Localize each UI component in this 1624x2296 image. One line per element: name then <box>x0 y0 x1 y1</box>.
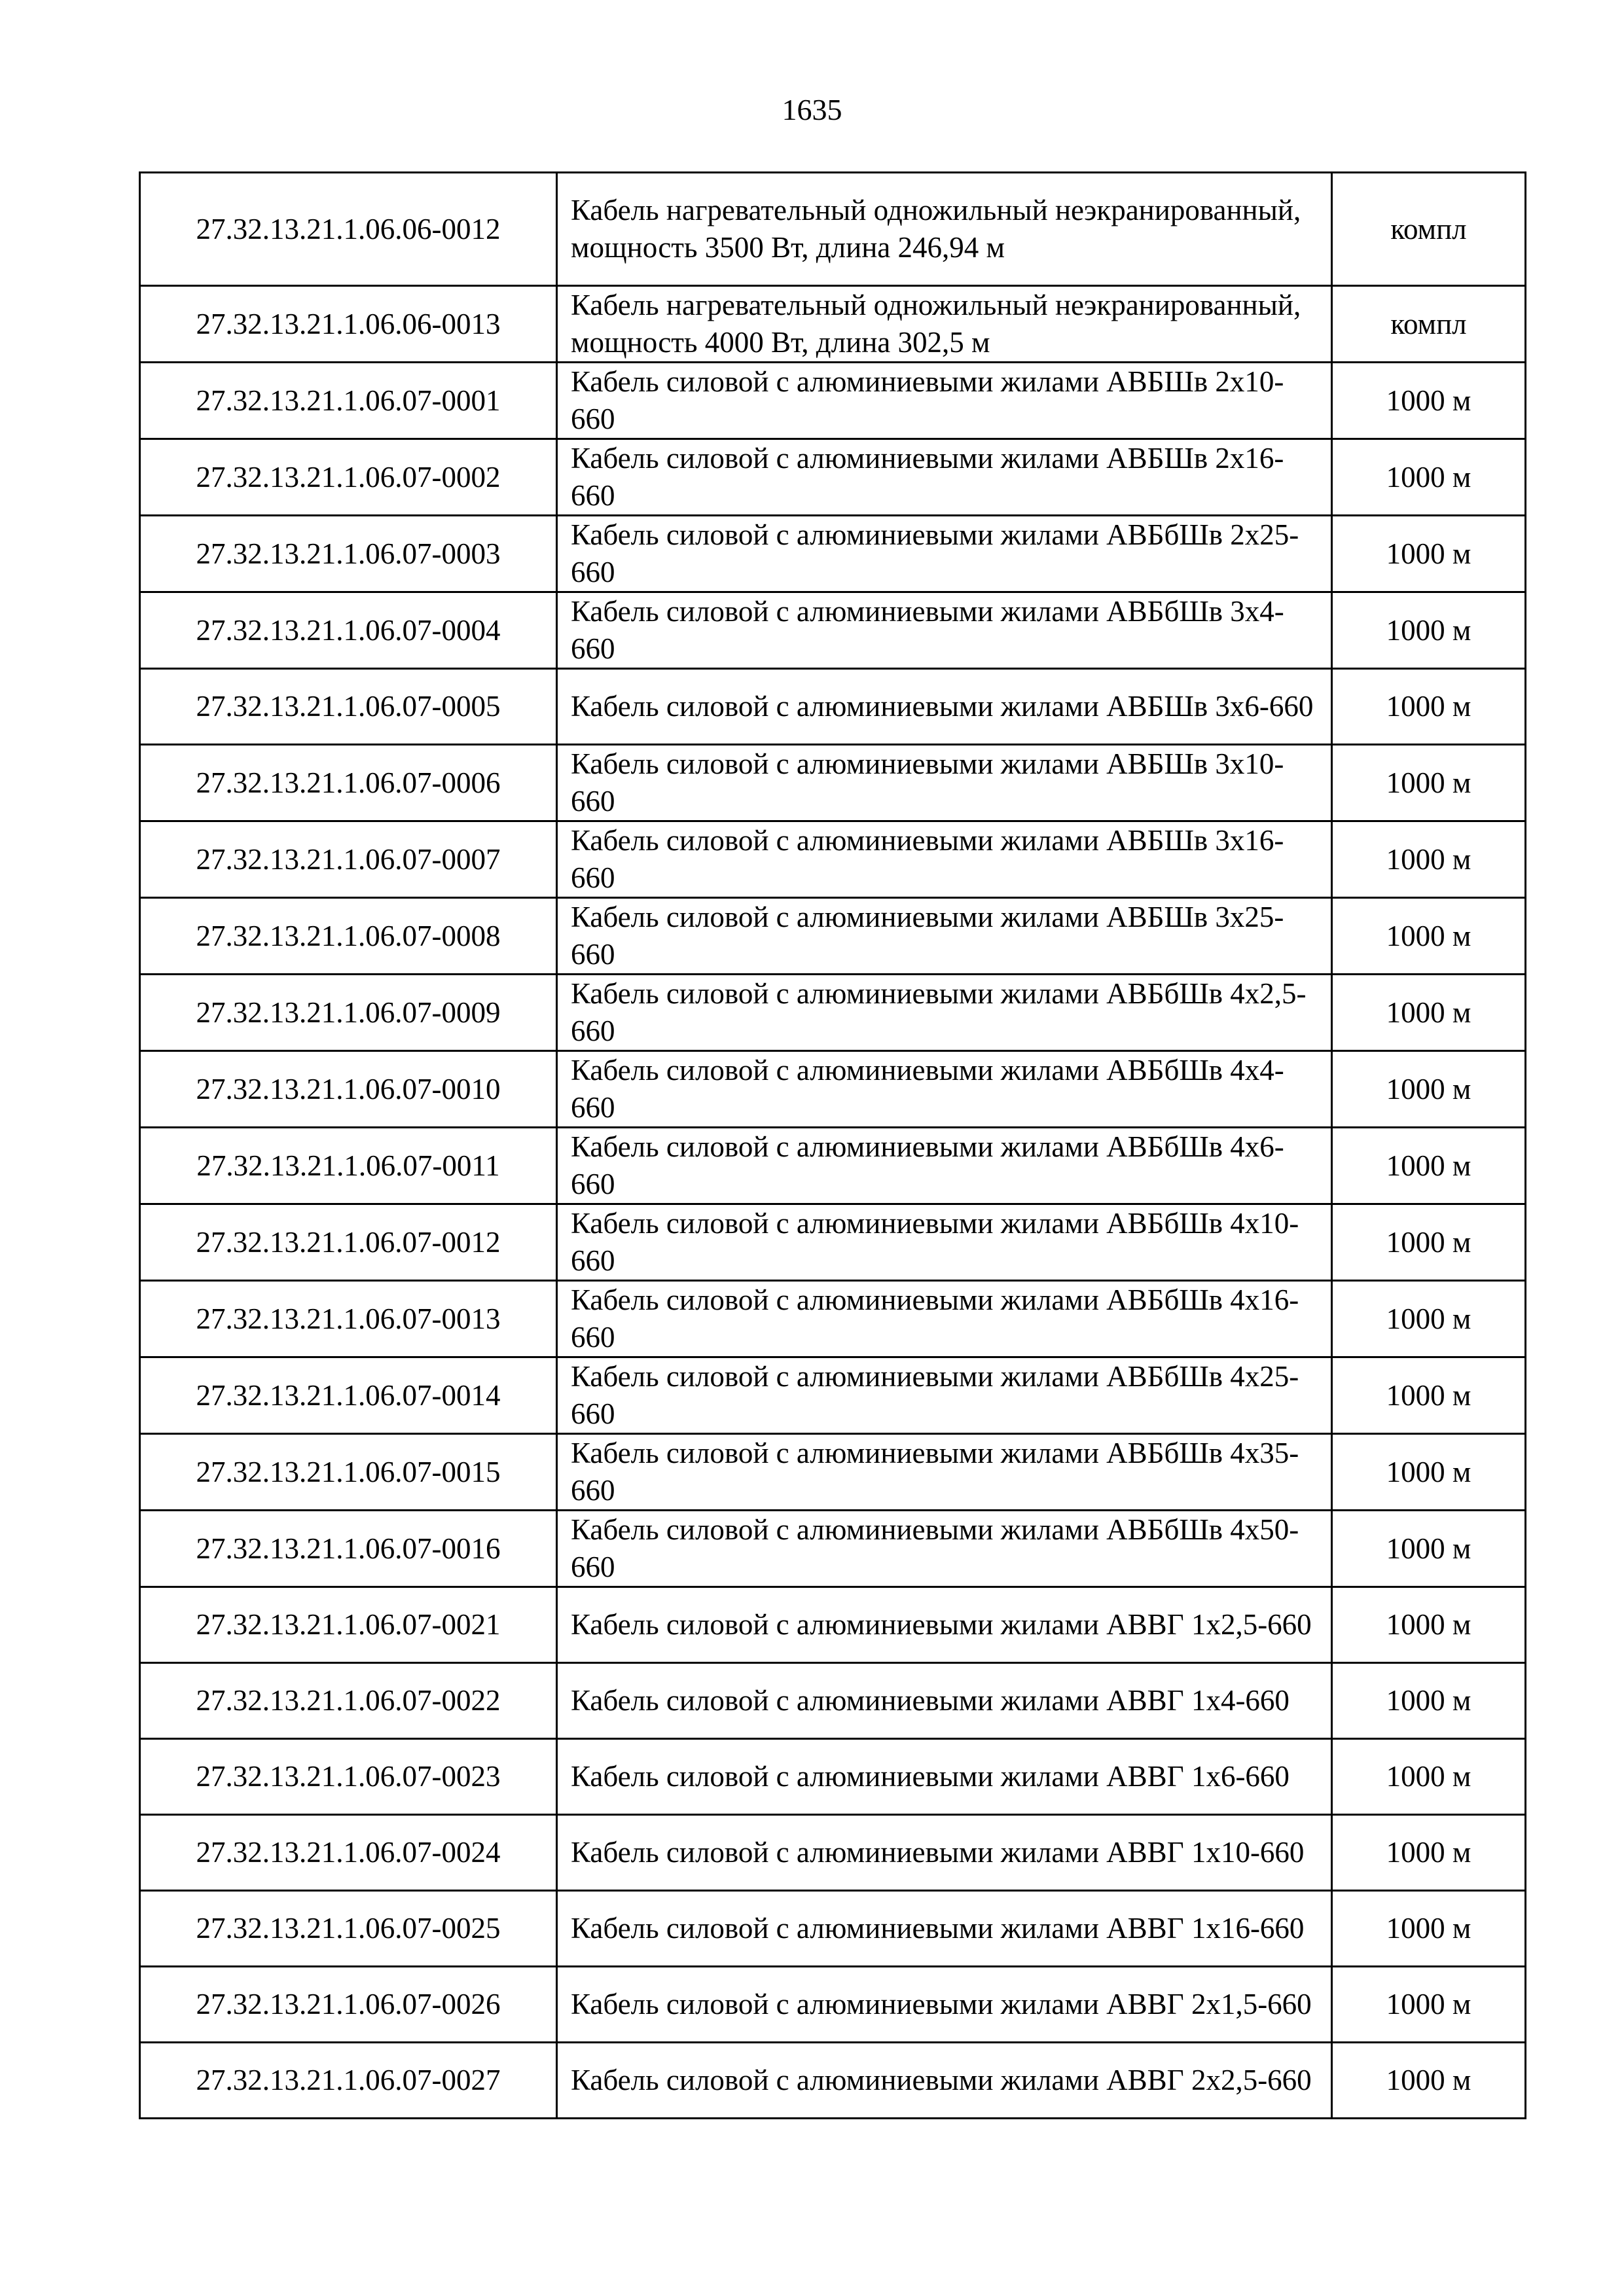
item-name: Кабель силовой с алюминиевыми жилами АВБбШв 4х25-660 <box>557 1357 1332 1434</box>
item-code: 27.32.13.21.1.06.07-0015 <box>140 1434 557 1511</box>
item-unit: 1000 м <box>1332 1128 1526 1204</box>
item-unit: 1000 м <box>1332 592 1526 669</box>
item-code: 27.32.13.21.1.06.07-0005 <box>140 669 557 745</box>
item-code: 27.32.13.21.1.06.07-0001 <box>140 363 557 439</box>
item-code: 27.32.13.21.1.06.07-0012 <box>140 1204 557 1281</box>
item-unit: 1000 м <box>1332 821 1526 898</box>
item-unit: 1000 м <box>1332 516 1526 592</box>
item-unit: 1000 м <box>1332 1281 1526 1357</box>
item-code: 27.32.13.21.1.06.07-0025 <box>140 1891 557 1967</box>
item-code: 27.32.13.21.1.06.07-0016 <box>140 1511 557 1587</box>
item-code: 27.32.13.21.1.06.07-0003 <box>140 516 557 592</box>
item-code: 27.32.13.21.1.06.07-0022 <box>140 1663 557 1739</box>
item-name: Кабель силовой с алюминиевыми жилами АВБШв 2х16-660 <box>557 439 1332 516</box>
table-row <box>140 2043 1526 2119</box>
item-name: Кабель силовой с алюминиевыми жилами АВБШв 3х16-660 <box>557 821 1332 898</box>
item-name: Кабель силовой с алюминиевыми жилами АВВГ 2х1,5-660 <box>557 1967 1332 2043</box>
item-name: Кабель силовой с алюминиевыми жилами АВБШв 3х6-660 <box>557 669 1332 745</box>
item-unit: 1000 м <box>1332 1051 1526 1128</box>
item-name: Кабель силовой с алюминиевыми жилами АВБШв 2х10-660 <box>557 363 1332 439</box>
table-row <box>140 745 1526 821</box>
item-unit: 1000 м <box>1332 1891 1526 1967</box>
item-unit: 1000 м <box>1332 439 1526 516</box>
item-name: Кабель нагревательный одножильный неэкранированный, мощность 4000 Вт, длина 302,5 м <box>557 286 1332 363</box>
item-code: 27.32.13.21.1.06.06-0012 <box>140 173 557 286</box>
item-name: Кабель нагревательный одножильный неэкранированный, мощность 3500 Вт, длина 246,94 м <box>557 173 1332 286</box>
item-code: 27.32.13.21.1.06.07-0024 <box>140 1815 557 1891</box>
table-row <box>140 363 1526 439</box>
table-row <box>140 1281 1526 1357</box>
item-code: 27.32.13.21.1.06.07-0023 <box>140 1739 557 1815</box>
table-row <box>140 173 1526 286</box>
item-code: 27.32.13.21.1.06.07-0007 <box>140 821 557 898</box>
item-unit: 1000 м <box>1332 1357 1526 1434</box>
item-unit: компл <box>1332 173 1526 286</box>
table-row <box>140 821 1526 898</box>
item-code: 27.32.13.21.1.06.07-0021 <box>140 1587 557 1663</box>
table-row <box>140 1663 1526 1739</box>
table-row <box>140 669 1526 745</box>
item-code: 27.32.13.21.1.06.07-0026 <box>140 1967 557 2043</box>
item-code: 27.32.13.21.1.06.07-0002 <box>140 439 557 516</box>
table-row <box>140 286 1526 363</box>
item-name: Кабель силовой с алюминиевыми жилами АВБбШв 4х2,5-660 <box>557 975 1332 1051</box>
item-name: Кабель силовой с алюминиевыми жилами АВБбШв 4х16-660 <box>557 1281 1332 1357</box>
item-code: 27.32.13.21.1.06.07-0004 <box>140 592 557 669</box>
table-row <box>140 1739 1526 1815</box>
item-name: Кабель силовой с алюминиевыми жилами АВВГ 2х2,5-660 <box>557 2043 1332 2119</box>
item-unit: 1000 м <box>1332 1587 1526 1663</box>
item-code: 27.32.13.21.1.06.07-0009 <box>140 975 557 1051</box>
table-row <box>140 1357 1526 1434</box>
table-row <box>140 1587 1526 1663</box>
item-code: 27.32.13.21.1.06.07-0013 <box>140 1281 557 1357</box>
item-unit: 1000 м <box>1332 1434 1526 1511</box>
item-unit: 1000 м <box>1332 1815 1526 1891</box>
item-name: Кабель силовой с алюминиевыми жилами АВБбШв 3х4-660 <box>557 592 1332 669</box>
item-name: Кабель силовой с алюминиевыми жилами АВВГ 1х6-660 <box>557 1739 1332 1815</box>
resource-table <box>139 171 1526 2119</box>
item-name: Кабель силовой с алюминиевыми жилами АВБбШв 4х4-660 <box>557 1051 1332 1128</box>
item-name: Кабель силовой с алюминиевыми жилами АВВГ 1х4-660 <box>557 1663 1332 1739</box>
item-unit: 1000 м <box>1332 363 1526 439</box>
table-row <box>140 898 1526 975</box>
item-code: 27.32.13.21.1.06.07-0027 <box>140 2043 557 2119</box>
item-code: 27.32.13.21.1.06.07-0011 <box>140 1128 557 1204</box>
item-name: Кабель силовой с алюминиевыми жилами АВБбШв 4х6-660 <box>557 1128 1332 1204</box>
item-unit: компл <box>1332 286 1526 363</box>
table-row <box>140 439 1526 516</box>
item-name: Кабель силовой с алюминиевыми жилами АВБШв 3х25-660 <box>557 898 1332 975</box>
table-row <box>140 1891 1526 1967</box>
item-name: Кабель силовой с алюминиевыми жилами АВБШв 3х10-660 <box>557 745 1332 821</box>
table-row <box>140 975 1526 1051</box>
item-name: Кабель силовой с алюминиевыми жилами АВВГ 1х10-660 <box>557 1815 1332 1891</box>
table-row <box>140 516 1526 592</box>
table-row <box>140 1511 1526 1587</box>
item-name: Кабель силовой с алюминиевыми жилами АВВГ 1х2,5-660 <box>557 1587 1332 1663</box>
item-unit: 1000 м <box>1332 745 1526 821</box>
item-name: Кабель силовой с алюминиевыми жилами АВБбШв 4х10-660 <box>557 1204 1332 1281</box>
item-unit: 1000 м <box>1332 669 1526 745</box>
item-code: 27.32.13.21.1.06.07-0010 <box>140 1051 557 1128</box>
item-unit: 1000 м <box>1332 1511 1526 1587</box>
item-unit: 1000 м <box>1332 1739 1526 1815</box>
item-code: 27.32.13.21.1.06.07-0014 <box>140 1357 557 1434</box>
item-code: 27.32.13.21.1.06.07-0008 <box>140 898 557 975</box>
item-code: 27.32.13.21.1.06.06-0013 <box>140 286 557 363</box>
item-unit: 1000 м <box>1332 975 1526 1051</box>
table-row <box>140 1815 1526 1891</box>
table-row <box>140 1051 1526 1128</box>
table-row <box>140 1204 1526 1281</box>
item-code: 27.32.13.21.1.06.07-0006 <box>140 745 557 821</box>
table-row <box>140 1128 1526 1204</box>
item-name: Кабель силовой с алюминиевыми жилами АВБбШв 4х50-660 <box>557 1511 1332 1587</box>
table-row <box>140 1434 1526 1511</box>
item-name: Кабель силовой с алюминиевыми жилами АВБбШв 2х25-660 <box>557 516 1332 592</box>
item-unit: 1000 м <box>1332 1967 1526 2043</box>
item-name: Кабель силовой с алюминиевыми жилами АВВГ 1х16-660 <box>557 1891 1332 1967</box>
table-row <box>140 592 1526 669</box>
item-unit: 1000 м <box>1332 2043 1526 2119</box>
item-unit: 1000 м <box>1332 1204 1526 1281</box>
item-unit: 1000 м <box>1332 898 1526 975</box>
page-number: 1635 <box>782 93 842 126</box>
table-row <box>140 1967 1526 2043</box>
item-unit: 1000 м <box>1332 1663 1526 1739</box>
item-name: Кабель силовой с алюминиевыми жилами АВБбШв 4х35-660 <box>557 1434 1332 1511</box>
